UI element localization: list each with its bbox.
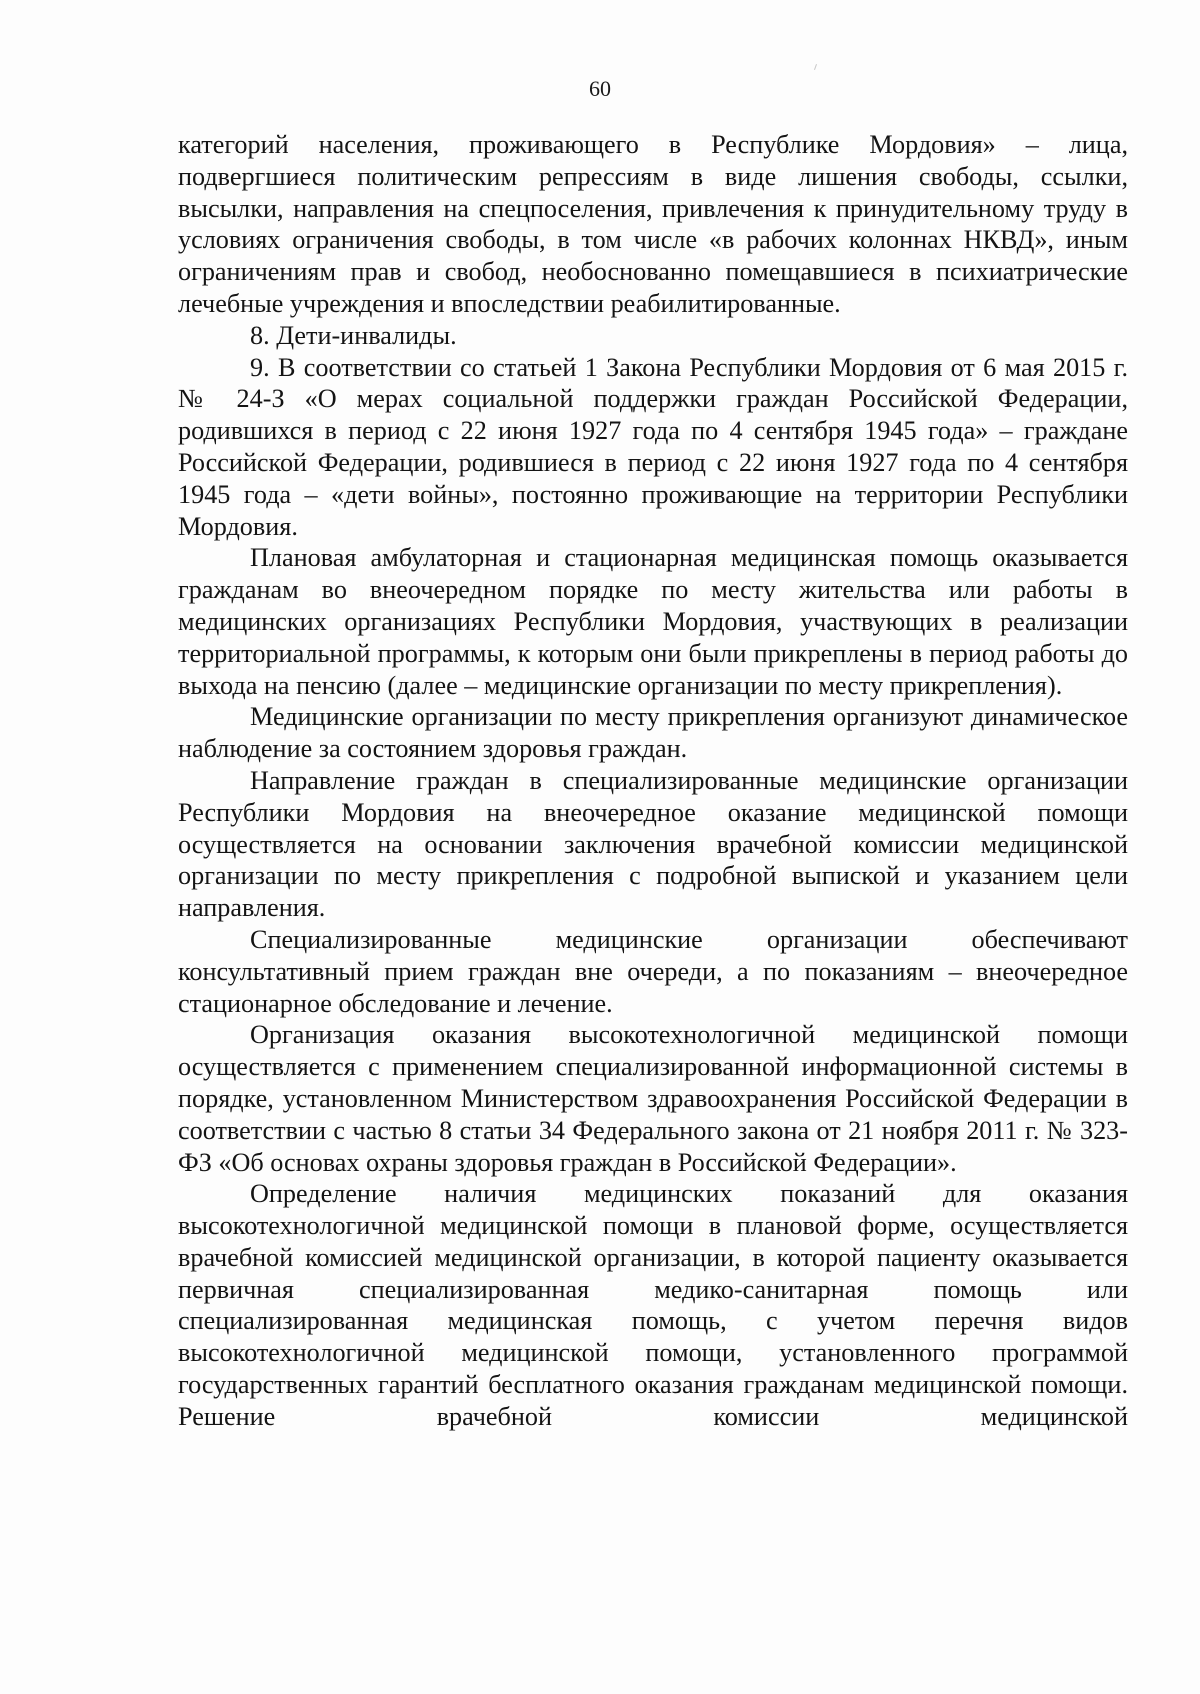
paragraph-dynamic-observation: Медицинские организации по месту прикрепления организуют динамическое наблюдение за состоянием здоровья граждан. <box>178 702 1128 764</box>
paragraph-item-9: 9. В соответствии со статьей 1 Закона Республики Мордовия от 6 мая 2015 г. № 24-З «О мерах социальной поддержки граждан Российской Федерации, родившихся в период с 22 июня 1927 года по 4 сентября 1945 года» – граждане Российской Федерации, родившиеся в период с 22 июня 1927 года по 4 сентября 1945 года – «дети войны», постоянно проживающие на территории Республики Мордовия. <box>178 352 1128 541</box>
paragraph-indications: Определение наличия медицинских показаний для оказания высокотехнологичной медицинской помощи в плановой форме, осуществляется врачебной комиссией медицинской организации, в которой пациенту оказывается первичная специализированная медико-санитарная помощь или специализированная медицинская помощь, с учетом перечня видов высокотехнологичной медицинской помощи, установленного программой государственных гарантий бесплатного оказания гражданам медицинской помощи. Решение врачебной комиссии медицинской <box>178 1179 1128 1431</box>
paragraph-specialized-orgs: Специализированные медицинские организации обеспечивают консультативный прием граждан вне очереди, а по показаниям – внеочередное стационарное обследование и лечение. <box>178 924 1128 1018</box>
scan-speck <box>814 64 817 70</box>
paragraph-planned-care: Плановая амбулаторная и стационарная медицинская помощь оказывается гражданам во внеочередном порядке по месту жительства или работы в медицинских организациях Республики Мордовия, участвующих в реализации территориальной программы, к которым они были прикреплены в период работы до выхода на пенсию (далее – медицинские организации по месту прикрепления). <box>178 543 1128 700</box>
paragraph-continuation: категорий населения, проживающего в Республике Мордовия» – лица, подвергшиеся политическим репрессиям в виде лишения свободы, ссылки, высылки, направления на спецпоселения, привлечения к принудительному труду в условиях ограничения свободы, в том числе «в рабочих колоннах НКВД», иным ограничениям прав и свобод, необоснованно помещавшиеся в психиатрические лечебные учреждения и впоследствии реабилитированные. <box>178 130 1128 318</box>
paragraph-item-8: 8. Дети-инвалиды. <box>250 320 457 350</box>
paragraph-referral: Направление граждан в специализированные медицинские организации Республики Мордовия на внеочередное оказание медицинской помощи осуществляется на основании заключения врачебной комиссии медицинской организации по месту прикрепления с подробной выпиской и указанием цели направления. <box>178 765 1128 923</box>
page-number: 60 <box>589 76 611 101</box>
paragraph-high-tech-care: Организация оказания высокотехнологичной медицинской помощи осуществляется с применением специализированной информационной системы в порядке, установленном Министерством здравоохранения Российской Федерации в соответствии с частью 8 статьи 34 Федерального закона от 21 ноября 2011 г. № 323-ФЗ «Об основах охраны здоровья граждан в Российской Федерации». <box>178 1020 1128 1177</box>
document-body <box>178 129 1128 1433</box>
